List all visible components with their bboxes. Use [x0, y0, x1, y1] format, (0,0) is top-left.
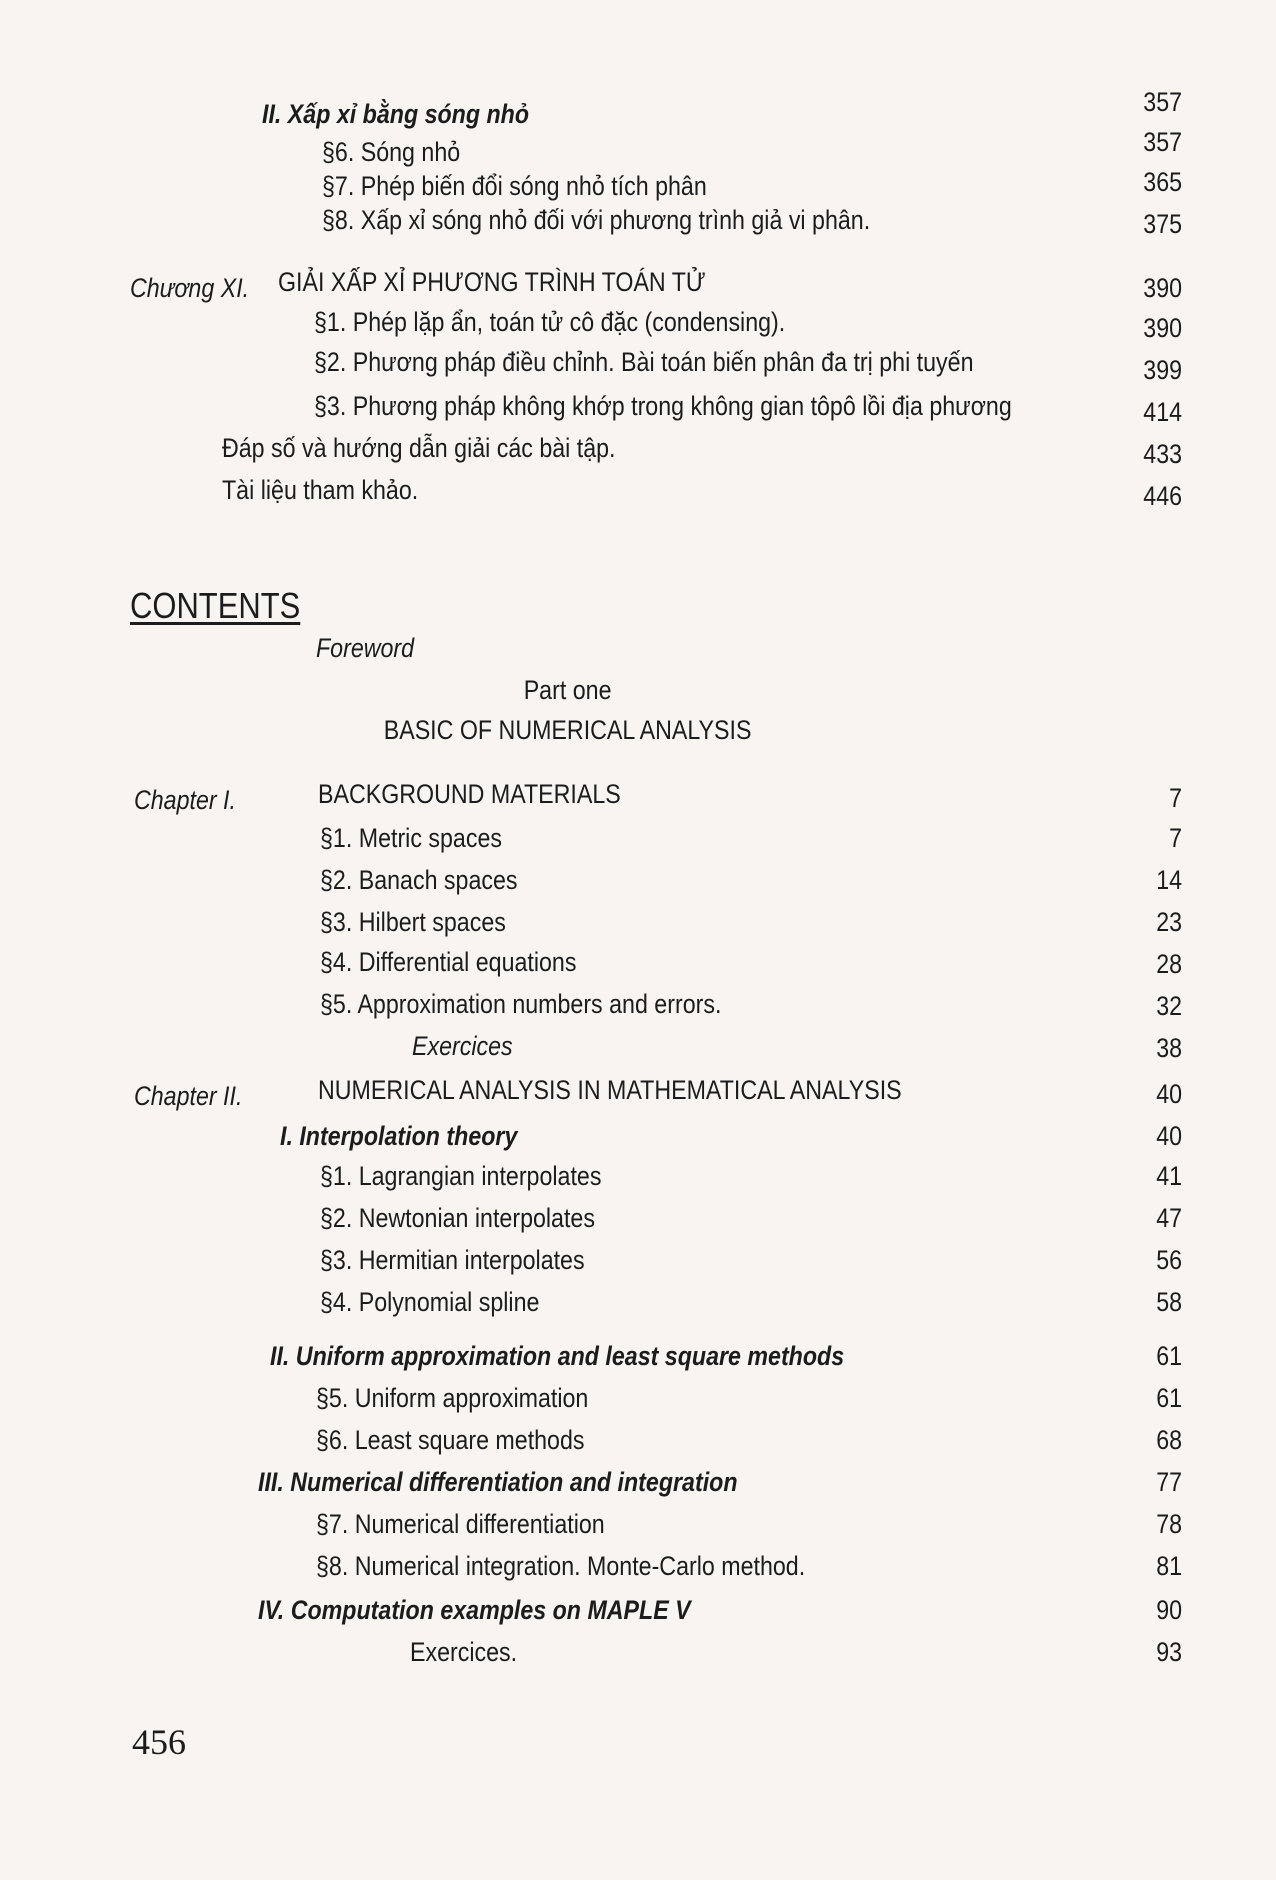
toc-page: 38	[1156, 1033, 1182, 1063]
toc-section-ii-vn: II. Xấp xỉ bằng sóng nhỏ	[262, 99, 530, 129]
toc-item-i-s1: §1. Metric spaces	[320, 823, 502, 853]
toc-item-i-s4: §4. Differential equations	[320, 947, 577, 977]
toc-references: Tài liệu tham khảo.	[222, 475, 419, 505]
toc-page: 77	[1156, 1467, 1182, 1497]
page-number: 456	[132, 1722, 186, 1762]
toc-item-s8: §8. Xấp xỉ sóng nhỏ đối với phương trình giả vi phân.	[322, 205, 871, 235]
toc-chapter-xi-title: GIẢI XẤP XỈ PHƯƠNG TRÌNH TOÁN TỬ	[278, 267, 706, 297]
chapter-ii-prefix: Chapter II.	[134, 1081, 243, 1111]
contents-heading: CONTENTS	[130, 585, 301, 626]
toc-page: 414	[1143, 397, 1182, 427]
toc-answers: Đáp số và hướng dẫn giải các bài tập.	[222, 433, 616, 463]
toc-item-ii-s8: §8. Numerical integration. Monte-Carlo method.	[316, 1551, 806, 1581]
toc-item-s6: §6. Sóng nhỏ	[322, 137, 461, 167]
chapter-ii-title: NUMERICAL ANALYSIS IN MATHEMATICAL ANALYSIS	[318, 1075, 902, 1105]
toc-item-ii-s2: §2. Newtonian interpolates	[320, 1203, 595, 1233]
part-label: Part one	[523, 675, 612, 705]
toc-page: 446	[1143, 481, 1182, 511]
toc-page: 433	[1143, 439, 1182, 469]
toc-page: 56	[1156, 1245, 1182, 1275]
toc-page: 78	[1156, 1509, 1182, 1539]
toc-page: 23	[1156, 907, 1182, 937]
toc-page: 375	[1143, 209, 1182, 239]
toc-page: 32	[1156, 991, 1182, 1021]
toc-item-ii-exercises: Exercices.	[410, 1637, 518, 1667]
toc-item-xi-s1: §1. Phép lặp ẩn, toán tử cô đặc (condensing).	[314, 307, 786, 337]
toc-page: 68	[1156, 1425, 1182, 1455]
toc-page: 40	[1156, 1121, 1182, 1151]
toc-item-xi-s2: §2. Phương pháp điều chỉnh. Bài toán biến phân đa trị phi tuyến	[314, 347, 974, 377]
toc-part-maple: IV. Computation examples on MAPLE V	[258, 1595, 691, 1625]
chapter-i-prefix: Chapter I.	[134, 785, 236, 815]
toc-page: 61	[1156, 1383, 1182, 1413]
toc-item-ii-s1: §1. Lagrangian interpolates	[320, 1161, 602, 1191]
toc-page: 90	[1156, 1595, 1182, 1625]
toc-page: 365	[1143, 167, 1182, 197]
toc-item-i-s3: §3. Hilbert spaces	[320, 907, 506, 937]
toc-page: 7	[1169, 823, 1182, 853]
toc-item-xi-s3: §3. Phương pháp không khớp trong không gian tôpô lồi địa phương	[314, 391, 1012, 421]
foreword: Foreword	[316, 633, 415, 663]
toc-page: 47	[1156, 1203, 1182, 1233]
toc-item-ii-s3: §3. Hermitian interpolates	[320, 1245, 585, 1275]
toc-item-i-s5: §5. Approximation numbers and errors.	[320, 989, 722, 1019]
toc-page: 93	[1156, 1637, 1182, 1667]
toc-chapter-xi-prefix: Chương XI.	[130, 273, 250, 303]
toc-item-ii-s7: §7. Numerical differentiation	[316, 1509, 605, 1539]
toc-part-interpolation: I. Interpolation theory	[280, 1121, 518, 1151]
toc-item-i-s2: §2. Banach spaces	[320, 865, 518, 895]
toc-item-s7: §7. Phép biến đổi sóng nhỏ tích phân	[322, 171, 707, 201]
toc-page: 61	[1156, 1341, 1182, 1371]
toc-page: 7	[1169, 783, 1182, 813]
toc-page: 390	[1143, 273, 1182, 303]
toc-part-uniform-approx: II. Uniform approximation and least square methods	[270, 1341, 845, 1371]
toc-page: 81	[1156, 1551, 1182, 1581]
toc-page: 41	[1156, 1161, 1182, 1191]
toc-page: 390	[1143, 313, 1182, 343]
part-title: BASIC OF NUMERICAL ANALYSIS	[383, 715, 752, 745]
toc-page: 40	[1156, 1079, 1182, 1109]
toc-item-ii-s6: §6. Least square methods	[316, 1425, 585, 1455]
toc-item-i-exercises: Exercices	[412, 1031, 513, 1061]
toc-page: 357	[1143, 127, 1182, 157]
toc-page: 28	[1156, 949, 1182, 979]
toc-item-ii-s4: §4. Polynomial spline	[320, 1287, 540, 1317]
chapter-i-title: BACKGROUND MATERIALS	[318, 779, 621, 809]
toc-page: 58	[1156, 1287, 1182, 1317]
toc-part-numerical-diff: III. Numerical differentiation and integration	[258, 1467, 738, 1497]
toc-page: 399	[1143, 355, 1182, 385]
toc-page: 14	[1156, 865, 1182, 895]
toc-page: 357	[1143, 87, 1182, 117]
toc-item-ii-s5: §5. Uniform approximation	[316, 1383, 589, 1413]
